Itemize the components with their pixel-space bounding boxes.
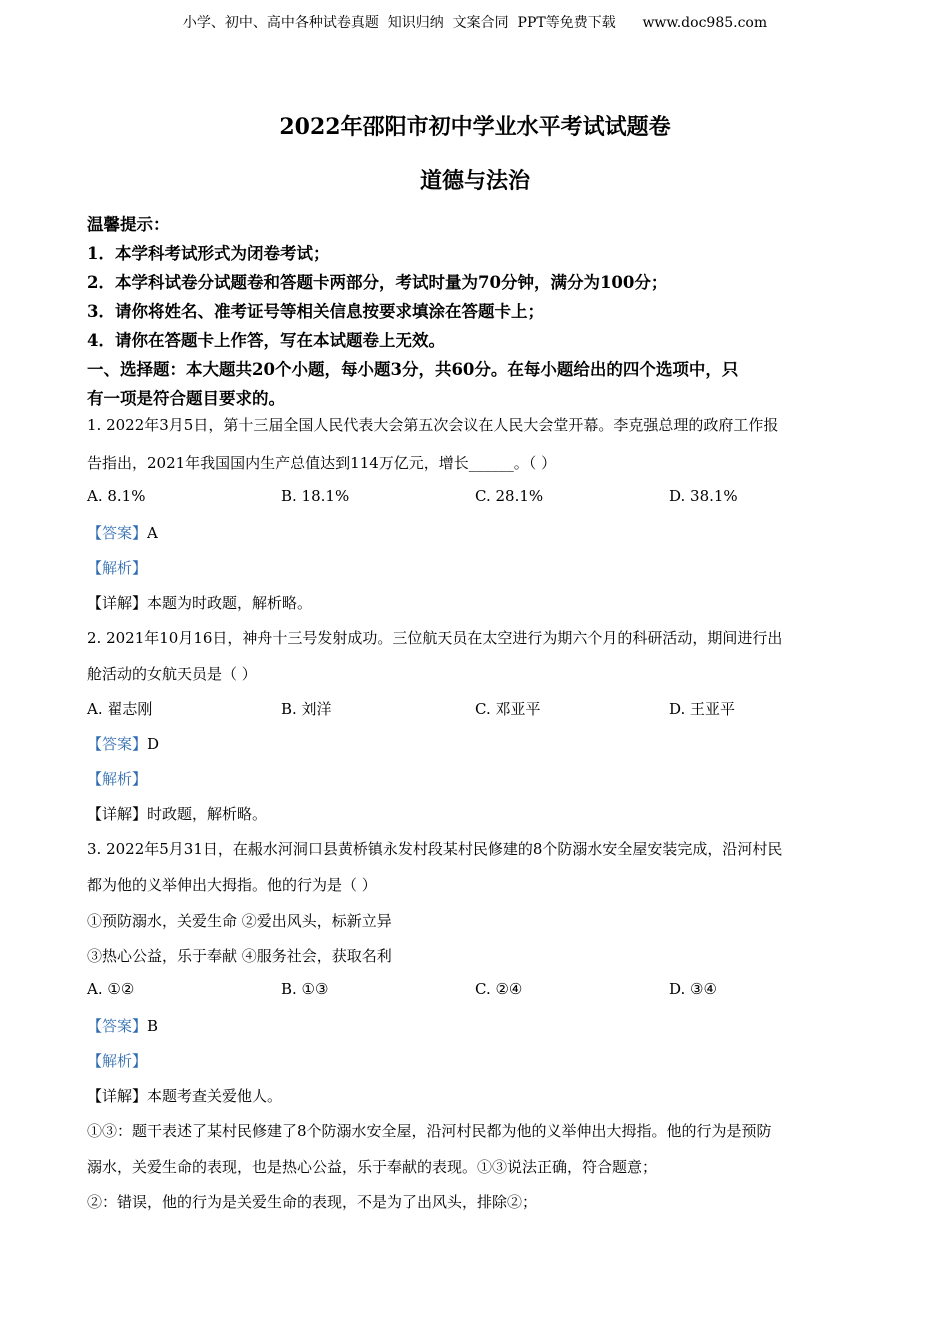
detail-tag: 【详解】 (87, 1087, 148, 1105)
answer-value: D (147, 735, 160, 753)
detail-line (87, 803, 267, 824)
option-b: B. ①③ (281, 980, 329, 998)
detail-text: 本题为时政题，解析略。 (147, 594, 313, 612)
option-a: A. 8.1% (87, 487, 146, 505)
notice-item: 4．请你在答题卡上作答，写在本试题卷上无效。 (87, 331, 445, 350)
page-header: 小学、初中、高中各种试卷真题 知识归纳 文案合同 PPT等免费下载 www.doc985.com (182, 15, 768, 31)
detail-text: ②：错误，他的行为是关爱生命的表现，不是为了出风头，排除②； (87, 1193, 538, 1211)
answer-line (87, 522, 158, 543)
option-d: D. ③④ (669, 980, 717, 998)
exam-subject: 道德与法治 (419, 168, 530, 194)
detail-line (87, 1085, 282, 1106)
statement-line: ③热心公益，乐于奉献 ④服务社会，获取名利 (87, 947, 392, 965)
option-b: B. 刘洋 (281, 700, 332, 718)
question-stem: 都为他的义举伸出大拇指。他的行为是（ ） (87, 876, 377, 894)
answer-value: B (147, 1017, 159, 1035)
option-d: D. 王亚平 (669, 700, 736, 718)
question-stem: 告指出，2021年我国国内生产总值达到114万亿元，增长______。（ ） (87, 454, 557, 472)
exam-title: 2022年邵阳市初中学业水平考试试题卷 (279, 114, 671, 140)
detail-tag: 【详解】 (87, 805, 148, 823)
detail-text: 本题考查关爱他人。 (147, 1087, 283, 1105)
option-c: C. 28.1% (475, 487, 544, 505)
question-stem: 2. 2021年10月16日，神舟十三号发射成功。三位航天员在太空进行为期六个月的科研活动，期间进行出 (87, 629, 783, 647)
notice-item: 2．本学科试卷分试题卷和答题卡两部分，考试时量为70分钟，满分为100分； (87, 273, 668, 292)
answer-value: A (147, 524, 158, 542)
section-heading: 一、选择题：本大题共20个小题，每小题3分，共60分。在每小题给出的四个选项中，只 (87, 360, 739, 379)
option-a: A. ①② (87, 980, 135, 998)
detail-line (87, 592, 312, 613)
detail-tag: 【详解】 (87, 594, 148, 612)
option-b: B. 18.1% (281, 487, 350, 505)
notice-heading: 温馨提示： (87, 215, 170, 234)
analysis-tag: 【解析】 (87, 770, 148, 788)
section-heading-cont: 有一项是符合题目要求的。 (87, 389, 285, 408)
detail-text: 溺水，关爱生命的表现，也是热心公益，乐于奉献的表现。①③说法正确，符合题意； (87, 1158, 658, 1176)
answer-tag: 【答案】 (87, 524, 148, 542)
statement-line: ①预防溺水，关爱生命 ②爱出风头，标新立异 (87, 912, 392, 930)
question-stem: 1. 2022年3月5日，第十三届全国人民代表大会第五次会议在人民大会堂开幕。李克强总理的政府工作报 (87, 416, 779, 434)
answer-tag: 【答案】 (87, 1017, 148, 1035)
notice-item: 3．请你将姓名、准考证号等相关信息按要求填涂在答题卡上； (87, 302, 544, 321)
option-c: C. 邓亚平 (475, 700, 541, 718)
question-stem: 舱活动的女航天员是（ ） (87, 665, 257, 683)
analysis-tag: 【解析】 (87, 1052, 148, 1070)
notice-item: 1．本学科考试形式为闭卷考试； (87, 244, 330, 263)
detail-text: ①③：题干表述了某村民修建了8个防溺水安全屋，沿河村民都为他的义举伸出大拇指。他的行为是预防 (87, 1122, 772, 1140)
answer-line (87, 1015, 158, 1036)
option-d: D. 38.1% (669, 487, 738, 505)
option-a: A. 翟志刚 (87, 700, 153, 718)
option-c: C. ②④ (475, 980, 523, 998)
detail-text: 时政题，解析略。 (147, 805, 268, 823)
question-stem: 3. 2022年5月31日，在赧水河洞口县黄桥镇永发村段某村民修建的8个防溺水安全屋安装完成，沿河村民 (87, 840, 783, 858)
answer-tag: 【答案】 (87, 735, 148, 753)
answer-line (87, 733, 159, 754)
analysis-tag: 【解析】 (87, 559, 148, 577)
